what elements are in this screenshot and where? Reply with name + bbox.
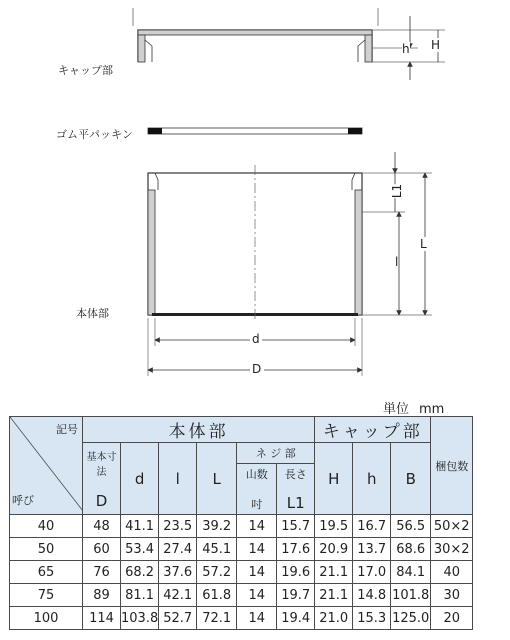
table-row (10, 561, 473, 584)
threads-unit: 吋 (251, 498, 263, 511)
cell-threads: 14 (237, 561, 277, 584)
cell-h: 13.7 (353, 538, 391, 561)
col-h-header: h (353, 443, 391, 515)
cell-pack: 20 (431, 607, 473, 630)
cell-L1: 19.6 (277, 561, 315, 584)
cell-L1: 19.4 (277, 607, 315, 630)
dim-h-label: h (402, 42, 410, 56)
packing-header: 梱包数 (431, 417, 473, 515)
cap-group-header: キャップ部 (315, 417, 431, 443)
thread-subgroup-header: ネ ジ 部 (237, 443, 315, 464)
std-size-label: 基本寸法 (86, 451, 117, 478)
col-D-symbol: D (95, 491, 108, 510)
cell-d: 41.1 (121, 515, 159, 538)
cell-H: 19.5 (315, 515, 353, 538)
cell-D: 60 (83, 538, 121, 561)
cell-d: 53.4 (121, 538, 159, 561)
cell-h: 15.3 (353, 607, 391, 630)
table-corner-cell (10, 417, 83, 515)
cell-L: 39.2 (197, 515, 237, 538)
cell-H: 21.1 (315, 584, 353, 607)
cell-d: 81.1 (121, 584, 159, 607)
cell-l: 27.4 (159, 538, 197, 561)
unit-note (383, 398, 454, 417)
cell-B: 56.5 (391, 515, 431, 538)
col-d-header: d (121, 443, 159, 515)
cell-H: 21.0 (315, 607, 353, 630)
cap-part-label: キャップ部 (58, 64, 113, 77)
cell-l: 42.1 (159, 584, 197, 607)
body-part-label: 本体部 (76, 307, 109, 320)
dim-L1-label: L1 (390, 183, 405, 199)
gasket-drawing (148, 128, 362, 134)
cell-pack: 30×2 (431, 538, 473, 561)
cell-D: 114 (83, 607, 121, 630)
col-l-header: l (159, 443, 197, 515)
cell-L: 61.8 (197, 584, 237, 607)
table-row (10, 584, 473, 607)
cell-size: 40 (10, 515, 83, 538)
cell-pack: 30 (431, 584, 473, 607)
cell-threads: 14 (237, 584, 277, 607)
cell-d: 103.8 (121, 607, 159, 630)
unit-label: 単位 (383, 402, 410, 417)
cell-H: 21.1 (315, 561, 353, 584)
cell-L: 72.1 (197, 607, 237, 630)
cap-part-drawing (138, 16, 445, 80)
cell-D: 76 (83, 561, 121, 584)
cell-h: 14.8 (353, 584, 391, 607)
cell-size: 65 (10, 561, 83, 584)
cell-l: 23.5 (159, 515, 197, 538)
cell-L1: 17.6 (277, 538, 315, 561)
col-L-header: L (197, 443, 237, 515)
cell-l: 37.6 (159, 561, 197, 584)
cell-d: 68.2 (121, 561, 159, 584)
cell-threads: 14 (237, 515, 277, 538)
cell-pack: 50×2 (431, 515, 473, 538)
cell-size: 50 (10, 538, 83, 561)
dim-d-label: d (252, 332, 260, 346)
length-header (277, 464, 315, 515)
cell-B: 125.0 (391, 607, 431, 630)
cell-B: 84.1 (391, 561, 431, 584)
cell-size: 100 (10, 607, 83, 630)
length-label: 長さ (284, 468, 307, 481)
cell-h: 16.7 (353, 515, 391, 538)
col-D-header (83, 443, 121, 515)
cell-B: 68.6 (391, 538, 431, 561)
cell-l: 52.7 (159, 607, 197, 630)
cell-D: 89 (83, 584, 121, 607)
dim-l-label: l (395, 255, 399, 269)
col-H-header: H (315, 443, 353, 515)
cell-pack: 40 (431, 561, 473, 584)
threads-label: 山数 (245, 468, 268, 481)
table-row (10, 607, 473, 630)
unit-value: mm (419, 402, 445, 417)
table-row (10, 538, 473, 561)
cell-L: 45.1 (197, 538, 237, 561)
cell-B: 101.8 (391, 584, 431, 607)
cell-L: 57.2 (197, 561, 237, 584)
corner-symbol-label: 記号 (56, 423, 78, 436)
cell-size: 75 (10, 584, 83, 607)
cell-D: 48 (83, 515, 121, 538)
dim-H-label: H (431, 38, 441, 52)
cell-H: 20.9 (315, 538, 353, 561)
table-row (10, 515, 473, 538)
cell-threads: 14 (237, 607, 277, 630)
cell-threads: 14 (237, 538, 277, 561)
dim-D-label: D (252, 362, 262, 376)
corner-size-label: 呼び (12, 494, 34, 507)
col-L1-symbol: L1 (286, 494, 305, 512)
spec-table (9, 416, 473, 630)
body-group-header: 本体部 (83, 417, 315, 443)
cell-L1: 19.7 (277, 584, 315, 607)
cell-h: 17.0 (353, 561, 391, 584)
cell-L1: 15.7 (277, 515, 315, 538)
threads-header (237, 464, 277, 515)
gasket-label: ゴム平パッキン (56, 128, 133, 141)
dim-L-label: L (420, 237, 427, 251)
col-B-header: B (391, 443, 431, 515)
